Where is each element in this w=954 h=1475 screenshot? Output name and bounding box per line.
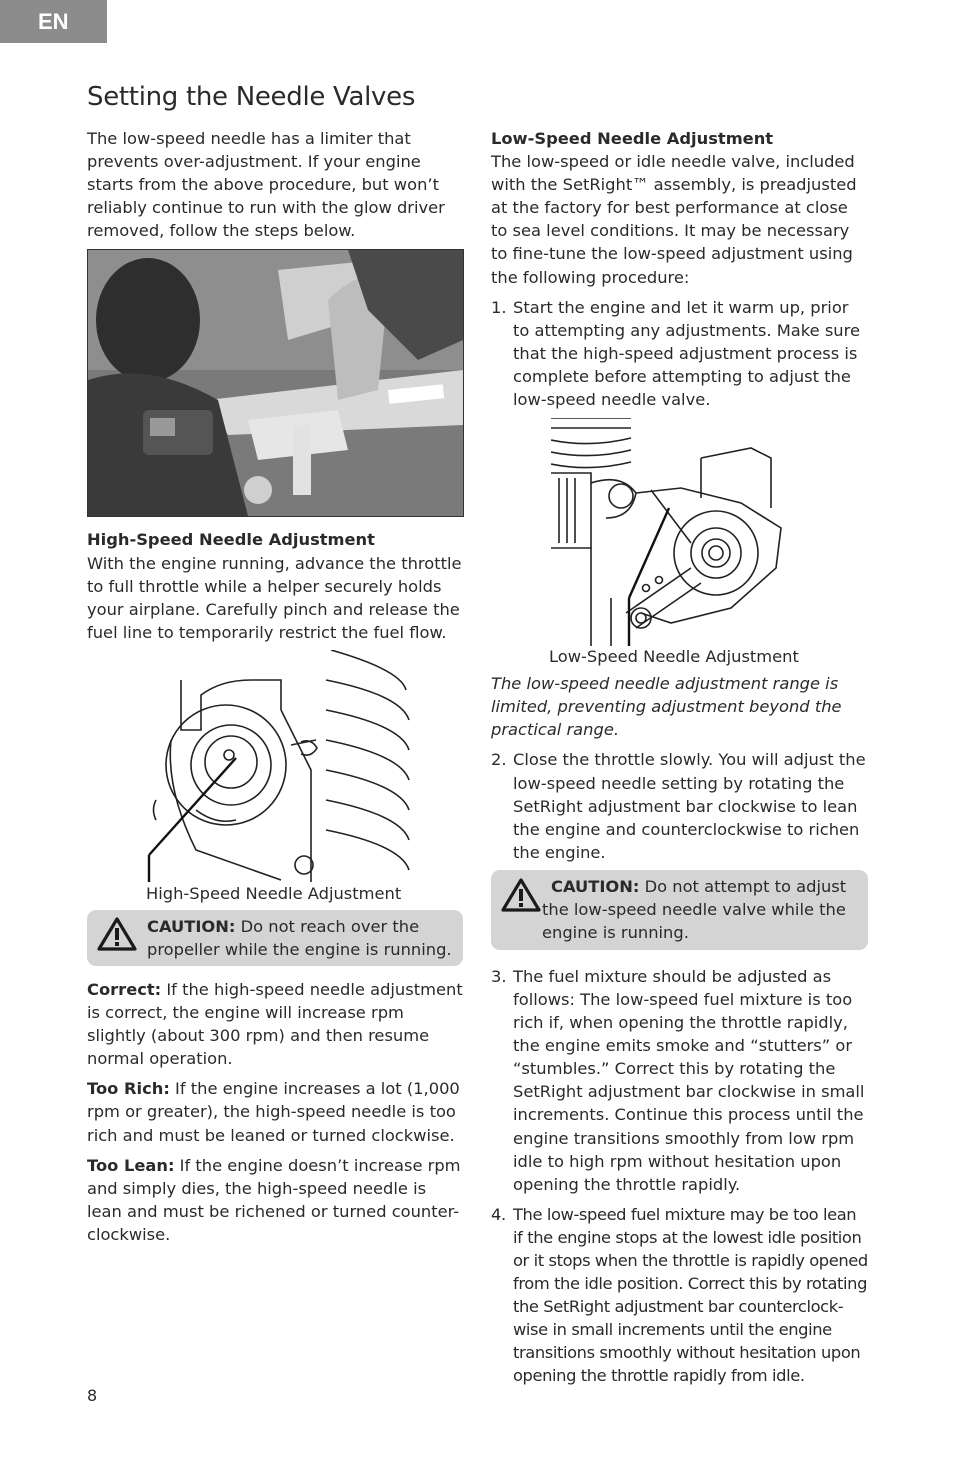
steps-list-3 (491, 965, 869, 1388)
step-1 (491, 296, 869, 411)
high-speed-heading: High-Speed Needle Adjustment (87, 530, 375, 550)
photo-illustration (88, 250, 463, 516)
step-3-text: The fuel mixture should be adjusted as follows: The low-speed fuel mixture is too rich if, when opening the throttle rapidly, the engine emits smoke and “stutters” or “stumbles.” Correct this by rotating the SetRight adjustment bar clockwise in small increments. Continue this process until the engine transitions smoothly from low rpm idle to high rpm without hesitation upon opening the throttle rapidly. (513, 966, 865, 1194)
language-tab (0, 0, 107, 43)
high-speed-text: With the engine running, advance the throttle to full throttle while a helper securely holds your airplane. Carefully pinch and release the fuel line to temporarily restrict the fuel flow. (87, 553, 462, 642)
caution-label: CAUTION: (147, 916, 236, 936)
too-lean-text: If the engine doesn’t increase rpm and simply dies, the high-speed needle is lean and must be richened or turned counter-clockwise. (87, 1155, 461, 1244)
high-speed-diagram (141, 650, 411, 882)
low-speed-caption: Low-Speed Needle Adjustment (549, 647, 799, 667)
correct-label: Correct: (87, 979, 162, 999)
low-speed-needle-illustration (551, 418, 787, 646)
low-speed-section (491, 127, 869, 289)
caution-text: Do not attempt to adjust the low-speed needle valve while the engine is running. (542, 876, 847, 943)
step-3-number: 3. (491, 966, 507, 986)
language-tab-label: EN (38, 8, 69, 34)
high-speed-needle-illustration (141, 650, 411, 882)
intro-paragraph: The low-speed needle has a limiter that prevents over-adjustment. If your engine starts from the above procedure, but won’t reliably continue to run with the glow driver removed, follow the steps below. (87, 129, 445, 241)
page-title: Setting the Needle Valves (87, 82, 416, 112)
high-speed-section (87, 528, 464, 643)
caution-text: Do not reach over the propeller while the engine is running. (147, 916, 452, 960)
left-column (87, 127, 464, 1246)
step-4-number: 4. (491, 1204, 506, 1224)
correct-text: If the high-speed needle adjustment is correct, the engine will increase rpm slightly (about 300 rpm) and then resume normal operation. (87, 979, 463, 1069)
step-2 (491, 748, 869, 863)
low-speed-heading: Low-Speed Needle Adjustment (491, 129, 774, 148)
too-rich-text: If the engine increases a lot (1,000 rpm or greater), the high-speed needle is too rich and must be leaned or turned clockwise. (87, 1079, 460, 1145)
caution-label: CAUTION: (551, 876, 640, 896)
page-number: 8 (87, 1386, 98, 1405)
low-speed-text: The low-speed or idle needle valve, included with the SetRight™ assembly, is preadjusted at the factory for best performance at close to sea level conditions. It may be necessary to fine-tune the low-speed adjustment using the following procedure: (491, 152, 857, 287)
too-rich-label: Too Rich: (87, 1079, 170, 1099)
warning-icon (97, 917, 137, 951)
too-lean-paragraph (87, 1154, 464, 1246)
limit-note: The low-speed needle adjustment range is limited, preventing adjustment beyond the practical range. (491, 674, 842, 740)
low-speed-diagram (551, 418, 787, 646)
engine-tuning-photo (87, 249, 464, 517)
step-1-number: 1. (491, 297, 507, 317)
warning-icon (501, 878, 541, 912)
step-2-number: 2. (491, 750, 507, 770)
steps-list-2 (491, 748, 869, 863)
caution-content (542, 875, 858, 944)
caution-box-propeller (87, 910, 463, 966)
right-column (491, 127, 869, 1388)
steps-list-1 (491, 296, 869, 411)
high-speed-caption: High-Speed Needle Adjustment (146, 883, 402, 903)
step-3 (491, 965, 869, 1196)
step-4-text: The low-speed fuel mixture may be too lean if the engine stops at the lowest idle position or it stops when the throttle is rapidly opened from the idle position. Correct this by rotating the SetRight adjustment bar counterclock-wise in small increments until the engine transitions smoothly without hesitation upon opening the throttle rapidly from idle. (513, 1204, 868, 1386)
step-4 (491, 1203, 869, 1388)
caution-box-low-speed (491, 870, 868, 950)
step-1-text: Start the engine and let it warm up, prior to attempting any adjustments. Make sure that the high-speed adjustment process is complete before attempting to adjust the low-speed needle valve. (513, 297, 860, 410)
too-rich-paragraph (87, 1077, 464, 1146)
step-2-text: Close the throttle slowly. You will adjust the low-speed needle setting by rotating the SetRight adjustment bar clockwise to lean the engine and counterclockwise to richen the engine. (513, 750, 866, 862)
too-lean-label: Too Lean: (87, 1155, 175, 1175)
correct-paragraph (87, 978, 464, 1070)
